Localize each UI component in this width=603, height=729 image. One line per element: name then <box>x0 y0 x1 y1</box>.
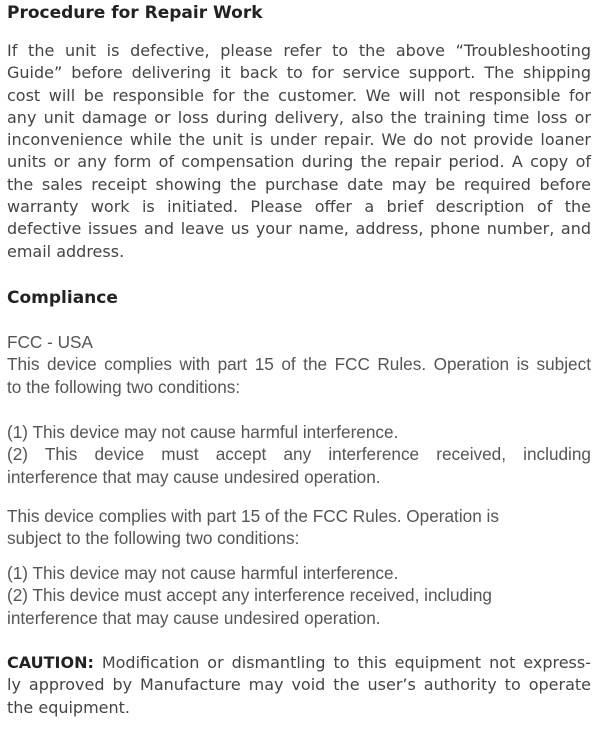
conditions-b <box>7 562 591 629</box>
fcc-block <box>7 331 591 398</box>
repair-line: email address. <box>7 241 125 261</box>
fcc-intro-line: to the following two conditions: <box>7 376 241 397</box>
condition-line: (2) This device must accept any interference received, including <box>7 444 591 465</box>
repair-line: any unit damage or loss during delivery, also the training time loss or <box>7 107 591 127</box>
caution-text: Modification or dismantling to this equipment not express- <box>93 653 591 672</box>
condition-line: interference that may cause undesired operation. <box>7 607 381 628</box>
repair-paragraph <box>7 40 591 263</box>
repair-line: cost will be responsible for the customer. We will not responsible for <box>7 85 591 105</box>
repair-line: warranty work is initiated. Please offer a brief description of the <box>7 197 591 217</box>
repair-line: the sales receipt showing the purchase date may be required before <box>7 174 591 194</box>
condition-line: (2) This device must accept any interference received, including <box>7 585 492 606</box>
caution-label: CAUTION: <box>7 653 94 672</box>
intro-b <box>7 505 591 550</box>
caution-line: the equipment. <box>7 697 131 717</box>
condition-line: (1) This device may not cause harmful interference. <box>7 563 399 583</box>
caution-line <box>7 652 591 674</box>
intro-b-line: This device complies with part 15 of the FCC Rules. Operation is <box>7 506 499 526</box>
condition-line: (1) This device may not cause harmful interference. <box>7 422 399 442</box>
repair-heading: Procedure for Repair Work <box>7 3 263 23</box>
repair-line: inconvenience while the unit is under repair. We do not provide loaner <box>7 130 591 150</box>
caution-line: ly approved by Manufacture may void the user’s authority to operate <box>7 675 591 695</box>
condition-line: interference that may cause undesired operation. <box>7 466 381 487</box>
compliance-heading: Compliance <box>7 288 118 308</box>
fcc-title: FCC - USA <box>7 332 93 352</box>
repair-line: Guide” before delivering it back to for service support. The shipping <box>7 63 591 83</box>
repair-line: units or any form of compensation during the repair period. A copy of <box>7 152 591 172</box>
fcc-intro-line: This device complies with part 15 of the FCC Rules. Operation is subject <box>7 354 591 375</box>
intro-b-line: subject to the following two conditions: <box>7 528 300 549</box>
conditions-a <box>7 421 591 488</box>
caution-paragraph <box>7 652 591 719</box>
repair-line: defective issues and leave us your name, address, phone number, and <box>7 219 591 239</box>
repair-line: If the unit is defective, please refer to the above “Troubleshooting <box>7 41 591 60</box>
